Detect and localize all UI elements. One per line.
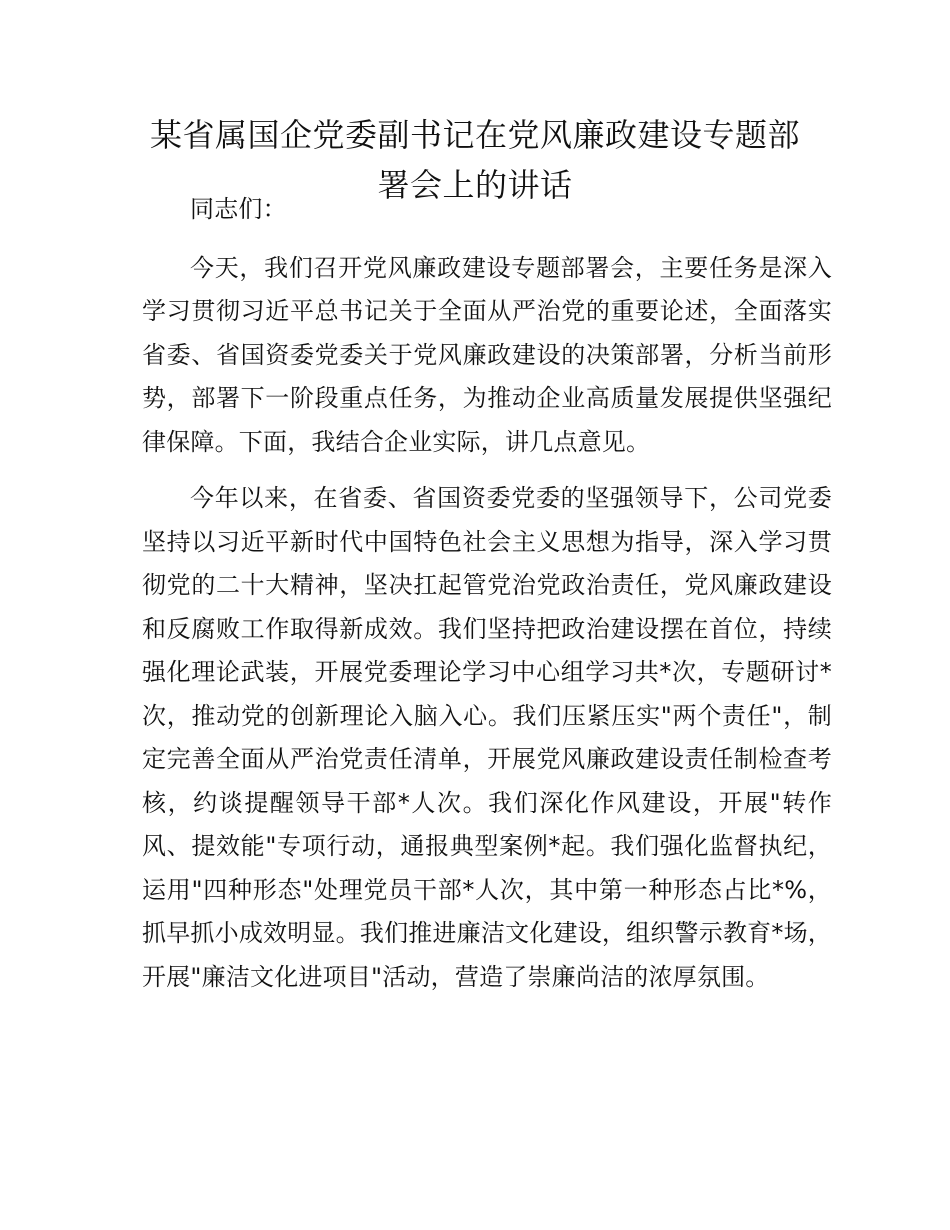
salutation: 同志们： (190, 195, 287, 223)
document-body (142, 188, 832, 1012)
paragraph-achievements: 今年以来，在省委、省国资委党委的坚强领导下，公司党委坚持以习近平新时代中国特色社会主义思想为指导，深入学习贯彻党的二十大精神，坚决扛起管党治党政治责任，党风廉政建设和反腐败工作取得新成效。我们坚持把政治建设摆在首位，持续强化理论武装，开展党委理论学习中心组学习共*次，专题研讨*次，推动党的创新理论入脑入心。我们压紧压实"两个责任"，制定完善全面从严治党责任清单，开展党风廉政建设责任制检查考核，约谈提醒领导干部*人次。我们深化作风建设，开展"转作风、提效能"专项行动，通报典型案例*起。我们强化监督执纪，运用"四种形态"处理党员干部*人次，其中第一种形态占比*%，抓早抓小成效明显。我们推进廉洁文化建设，组织警示教育*场，开展"廉洁文化进项目"活动，营造了崇廉尚洁的浓厚氛围。 (142, 484, 832, 991)
document-title: 某省属国企党委副书记在党风廉政建设专题部署会上的讲话 (149, 116, 800, 204)
paragraph-opening: 今天，我们召开党风廉政建设专题部署会，主要任务是深入学习贯彻习近平总书记关于全面从严治党的重要论述，全面落实省委、省国资委党委关于党风廉政建设的决策部署，分析当前形势，部署下一阶段重点任务，为推动企业高质量发展提供坚强纪律保障。下面，我结合企业实际，讲几点意见。 (142, 253, 832, 456)
